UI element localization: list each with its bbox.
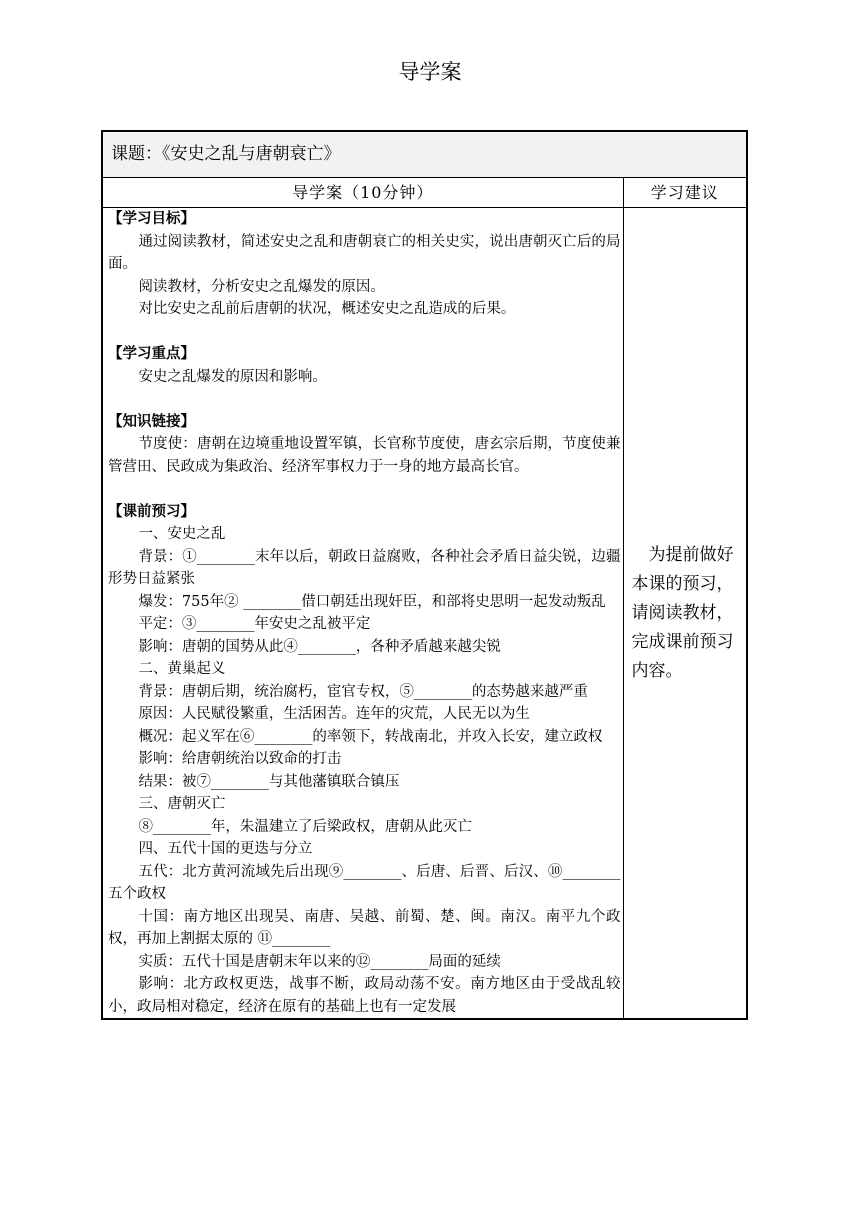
- goals-heading: 【学习目标】: [108, 211, 195, 227]
- preview-line: 五代：北方黄河流域先后出现⑨________、后唐、后晋、后汉、⑩________五个政权: [108, 863, 621, 902]
- suggestion-column-header: 学习建议: [623, 178, 747, 208]
- preview-line: 一、安史之乱: [138, 526, 226, 542]
- goal-item: 阅读教材，分析安史之乱爆发的原因。: [138, 278, 385, 295]
- link-heading: 【知识链接】: [108, 413, 195, 430]
- preview-line: 实质：五代十国是唐朝末年以来的⑫________局面的延续: [138, 953, 501, 970]
- goal-item: 通过阅读教材，简述安史之乱和唐朝衰亡的相关史实，说出唐朝灭亡后的局面。: [108, 233, 621, 272]
- preview-line: 爆发：755年② ________借口朝廷出现奸臣，和部将史思明一起发动叛乱: [138, 593, 606, 610]
- preview-line: 影响：唐朝的国势从此④________，各种矛盾越来越尖锐: [138, 638, 501, 655]
- preview-line: 四、五代十国的更迭与分立: [138, 841, 313, 857]
- link-item: 节度使：唐朝在边境重地设置军镇，长官称节度使，唐玄宗后期，节度使兼管营田、民政成为集政治、经济军事权力于一身的地方最高长官。: [108, 436, 621, 475]
- preview-line: 结果：被⑦________与其他藩镇联合镇压: [138, 773, 400, 790]
- guide-column-header: 导学案（10分钟）: [102, 178, 623, 208]
- goal-item: 对比安史之乱前后唐朝的状况，概述安史之乱造成的后果。: [138, 301, 516, 317]
- preview-heading: 【课前预习】: [108, 503, 195, 520]
- preview-line: 背景：唐朝后期，统治腐朽，宦官专权，⑤________的态势越来越严重: [138, 683, 588, 700]
- preview-line: 原因：人民赋役繁重，生活困苦。连年的灾荒，人民无以为生: [138, 706, 530, 722]
- suggestion-cell: [623, 208, 747, 1020]
- preview-line: ⑧________年，朱温建立了后梁政权，唐朝从此灭亡: [138, 818, 472, 835]
- preview-line: 影响：北方政权更迭，战事不断，政局动荡不安。南方地区由于受战乱较小，政局相对稳定，经济在原有的基础上也有一定发展: [108, 976, 621, 1015]
- topic-cell: 课题：《安史之乱与唐朝衰亡》: [102, 131, 747, 178]
- focus-item: 安史之乱爆发的原因和影响。: [138, 368, 327, 385]
- preview-line: 二、黄巢起义: [138, 661, 226, 677]
- suggestion-text: 为提前做好本课的预习，请阅读教材，完成课前预习内容。: [631, 544, 734, 681]
- document-title: 导学案: [398, 60, 462, 84]
- preview-line: 平定：③________年安史之乱被平定: [138, 616, 371, 632]
- preview-line: 三、唐朝灭亡: [138, 796, 226, 812]
- preview-line: 影响：给唐朝统治以致命的打击: [138, 751, 342, 767]
- guide-content: [102, 208, 623, 1020]
- study-guide-table: [101, 130, 748, 1020]
- preview-line: 十国：南方地区出现吴、南唐、吴越、前蜀、楚、闽。南汉。南平九个政权，再加上割据太原的 ⑪________: [108, 908, 621, 947]
- preview-line: 概况：起义军在⑥________的率领下，转战南北，并攻入长安，建立政权: [138, 728, 603, 745]
- focus-heading: 【学习重点】: [108, 346, 195, 362]
- preview-line: 背景：①________末年以后，朝政日益腐败，各种社会矛盾日益尖锐，边疆形势日益紧张: [108, 548, 621, 587]
